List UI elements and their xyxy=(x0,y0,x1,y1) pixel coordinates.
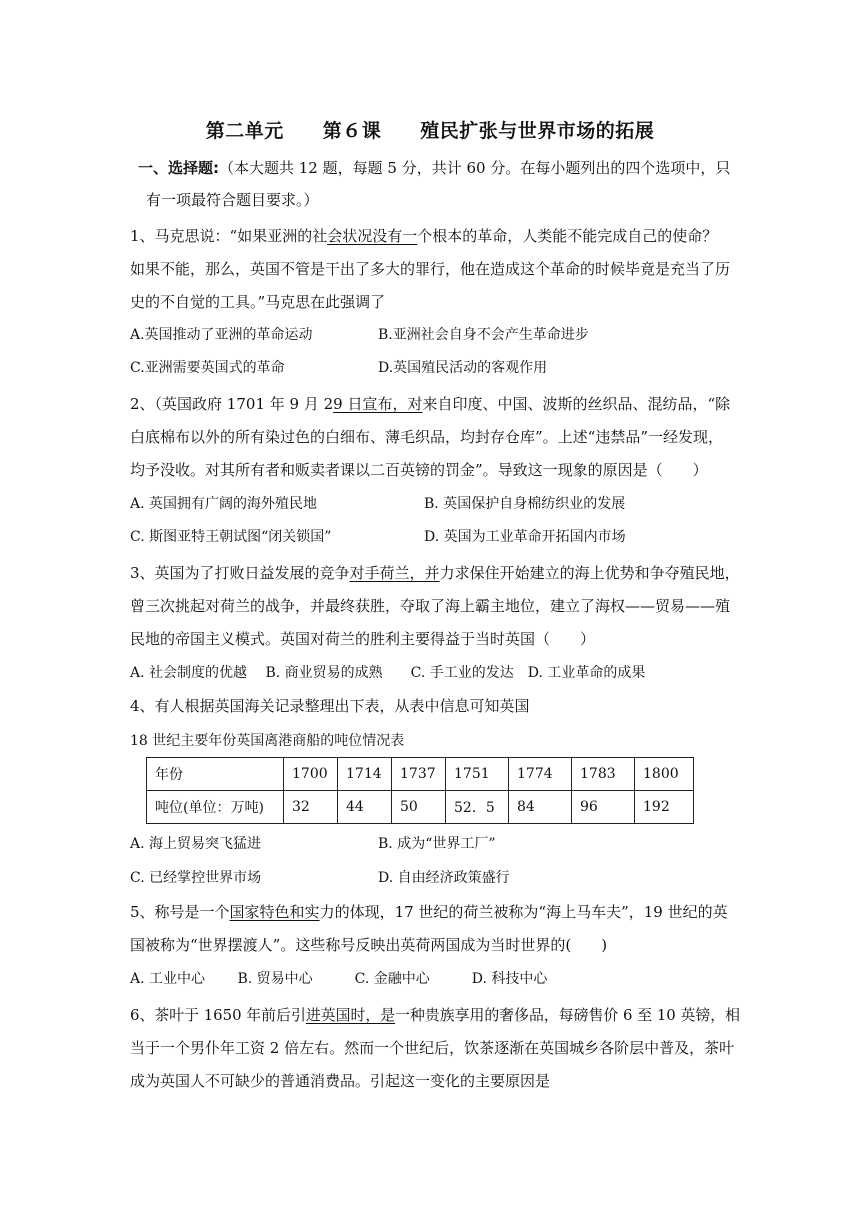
section-instructions-line-1 xyxy=(138,158,730,178)
table-cell-year: 1714 xyxy=(338,758,392,791)
q2-option-b: B. 英国保护自身棉纺织业的发展 xyxy=(424,496,626,512)
table-cell-year: 1751 xyxy=(446,758,509,791)
q2-option-d: D. 英国为工业革命开拓国内市场 xyxy=(424,529,626,545)
q1-option-c: C.亚洲需要英国式的革命 xyxy=(130,360,285,376)
q5-text-a: 5、称号是一个 xyxy=(130,903,230,921)
q6-line-1 xyxy=(130,1005,740,1025)
table-cell-tonnage: 32 xyxy=(284,791,338,824)
table-cell-year: 1737 xyxy=(392,758,446,791)
q2-option-c: C. 斯图亚特王朝试图“闭关锁国” xyxy=(130,529,332,545)
table-cell-year: 1700 xyxy=(284,758,338,791)
q6-line-3: 成为英国人不可缺少的普通消费品。引起这一变化的主要原因是 xyxy=(130,1072,551,1090)
q5-options: A. 工业中心 B. 贸易中心 C. 金融中心 D. 科技中心 xyxy=(130,971,548,987)
table-cell-year: 1783 xyxy=(572,758,635,791)
table-row-header-year: 年份 xyxy=(147,758,284,791)
q6-text-a: 6、茶叶于 1650 年前后引 xyxy=(130,1006,306,1024)
q6-text-b: 一种贵族享用的奢侈品，每磅售价 6 至 10 英镑，相 xyxy=(395,1006,741,1024)
q4-option-c: C. 已经掌控世界市场 xyxy=(130,870,262,886)
q2-text-b: 来自印度、中国、波斯的丝织品、混纺品，“除 xyxy=(422,395,731,413)
q5-text-b: 力的体现，17 世纪的荷兰被称为“海上马车夫”，19 世纪的英 xyxy=(319,903,728,921)
q3-line-3: 民地的帝国主义模式。英国对荷兰的胜利主要得益于当时英国（ ） xyxy=(130,630,596,648)
q4-option-b: B. 成为“世界工厂” xyxy=(378,836,496,852)
q1-line-2: 如果不能，那么，英国不管是干出了多大的罪行，他在造成这个革命的时候毕竟是充当了历 xyxy=(130,260,731,278)
q1-option-b: B.亚洲社会自身不会产生革命进步 xyxy=(378,327,589,343)
q4-table-caption: 18 世纪主要年份英国离港商船的吨位情况表 xyxy=(130,733,405,749)
q3-text-a: 3、英国为了打败日益发展的竞争 xyxy=(130,564,350,582)
q1-underlined-text: 会状况没有一 xyxy=(327,227,418,245)
table-cell-tonnage: 50 xyxy=(392,791,446,824)
q2-underlined-text: 9 日宣布，对 xyxy=(333,395,423,413)
q3-underlined-text: 对手荷兰，并 xyxy=(349,564,440,582)
q2-line-1 xyxy=(130,394,730,414)
q1-option-d: D.英国殖民活动的客观作用 xyxy=(378,360,548,376)
q6-underlined-text: 进英国时，是 xyxy=(305,1006,396,1024)
table-cell-tonnage: 44 xyxy=(338,791,392,824)
section-description-1: （本大题共 12 题，每题 5 分，共计 60 分。在每小题列出的四个选项中，只 xyxy=(219,159,731,177)
q4-option-a: A. 海上贸易突飞猛进 xyxy=(130,836,262,852)
q5-underlined-text: 国家特色和实 xyxy=(229,903,320,921)
q2-line-3: 均予没收。对其所有者和贩卖者课以二百英镑的罚金”。导致这一现象的原因是（ ） xyxy=(130,461,708,479)
table-cell-tonnage: 192 xyxy=(635,791,694,824)
table-row-header-tonnage: 吨位(单位：万吨) xyxy=(147,791,284,824)
q4-line-1: 4、有人根据英国海关记录整理出下表，从表中信息可知英国 xyxy=(130,697,530,715)
q1-text-b: 个根本的革命，人类能不能完成自己的使命？ xyxy=(417,227,718,245)
q2-text-a: 2、（英国政府 1701 年 9 月 2 xyxy=(130,395,334,413)
q2-line-2: 白底棉布以外的所有染过色的白细布、薄毛织品，均封存仓库”。上述“违禁品”一经发现， xyxy=(130,428,724,446)
table-cell-tonnage: 84 xyxy=(509,791,572,824)
q1-text-a: 1、马克思说：“如果亚洲的社 xyxy=(130,227,328,245)
q1-line-3: 史的不自觉的工具。”马克思在此强调了 xyxy=(130,293,386,311)
table-row-years xyxy=(147,758,694,791)
q5-line-1 xyxy=(130,902,728,922)
q1-line-1 xyxy=(130,226,717,246)
table-cell-tonnage: 52．5 xyxy=(446,791,509,824)
table-cell-year: 1800 xyxy=(635,758,694,791)
tonnage-table xyxy=(146,757,694,824)
q3-line-2: 曾三次挑起对荷兰的战争，并最终获胜，夺取了海上霸主地位，建立了海权——贸易——殖 xyxy=(130,597,731,615)
q5-line-2: 国被称为“世界摆渡人”。这些称号反映出英荷两国成为当时世界的( ) xyxy=(130,936,608,954)
q6-line-2: 当于一个男仆年工资 2 倍左右。然而一个世纪后，饮茶逐渐在英国城乡各阶层中普及，茶叶 xyxy=(130,1039,735,1057)
q3-options: A. 社会制度的优越 B. 商业贸易的成熟 C. 手工业的发达 D. 工业革命的成果 xyxy=(130,665,646,681)
q1-option-a: A.英国推动了亚洲的革命运动 xyxy=(130,327,313,343)
q4-option-d: D. 自由经济政策盛行 xyxy=(378,870,510,886)
section-instructions-line-2: 有一项最符合题目要求。） xyxy=(146,191,319,209)
q3-text-b: 力求保住开始建立的海上优势和争夺殖民地， xyxy=(439,564,740,582)
page-title: 第二单元 第６课 殖民扩张与世界市场的拓展 xyxy=(205,120,655,142)
section-heading: 一、选择题: xyxy=(138,159,219,177)
table-row-tonnage xyxy=(147,791,694,824)
table-cell-year: 1774 xyxy=(509,758,572,791)
q2-option-a: A. 英国拥有广阔的海外殖民地 xyxy=(130,496,318,512)
table-cell-tonnage: 96 xyxy=(572,791,635,824)
q3-line-1 xyxy=(130,563,740,583)
